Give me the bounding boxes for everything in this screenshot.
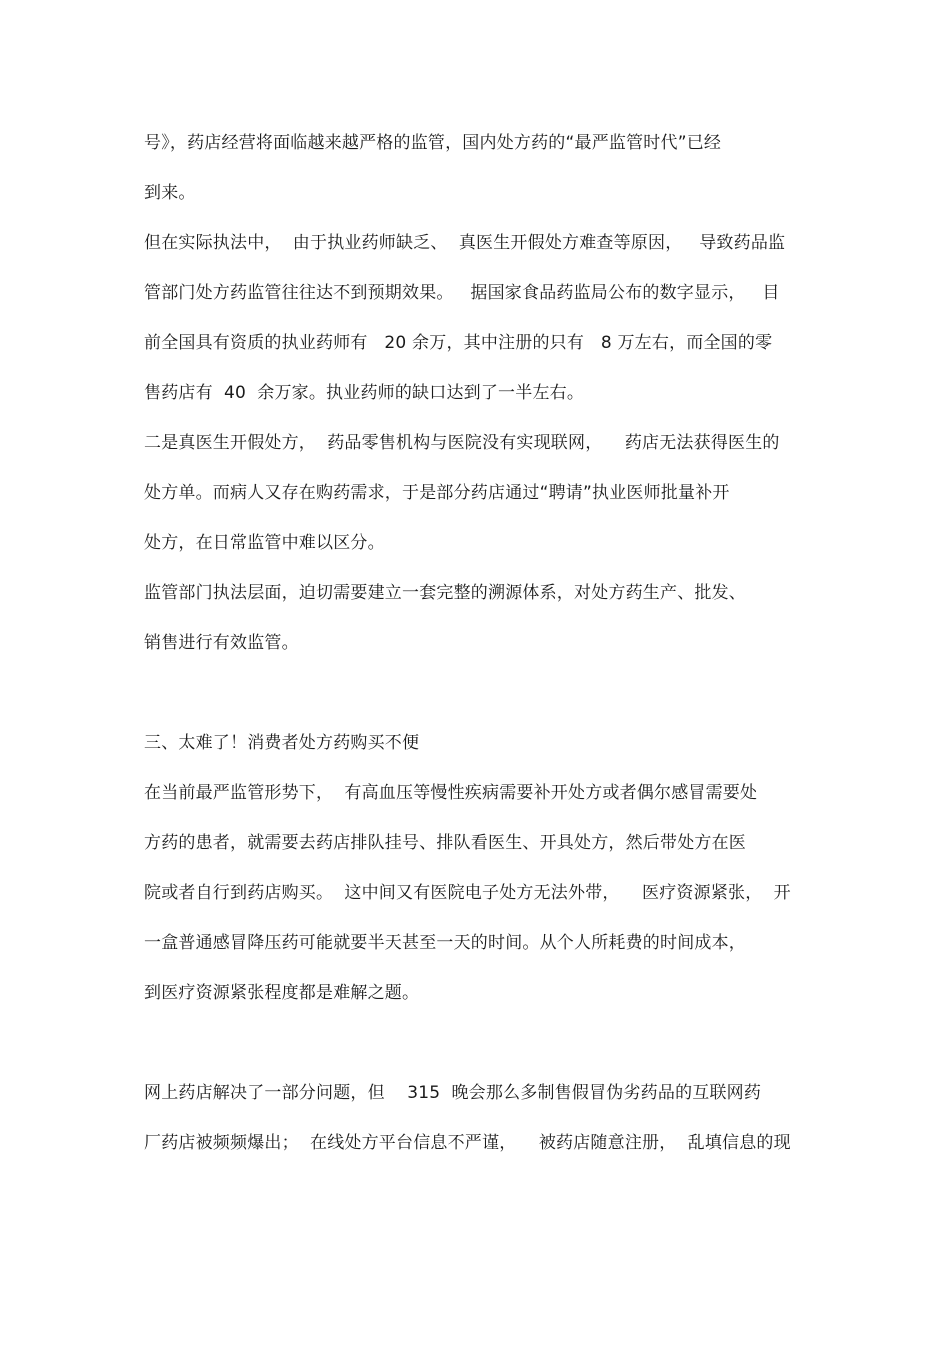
text-line: 方药的患者，就需要去药店排队挂号、排队看医生、开具处方，然后带处方在医	[144, 833, 746, 853]
text-line: 管部门处方药监管往往达不到预期效果。 据国家食品药监局公布的数字显示， 目	[144, 283, 780, 303]
text-line: 销售进行有效监管。	[144, 633, 299, 653]
text-line: 售药店有 40 余万家。执业药师的缺口达到了一半左右。	[144, 383, 585, 403]
text-line: 到来。	[144, 183, 196, 203]
section-heading: 三、太难了！消费者处方药购买不便	[144, 733, 420, 753]
text-line: 但在实际执法中， 由于执业药师缺乏、 真医生开假处方难查等原因， 导致药品监	[144, 233, 786, 253]
text-line: 在当前最严监管形势下， 有高血压等慢性疾病需要补开处方或者偶尔感冒需要处	[144, 783, 758, 803]
text-line: 号》，药店经营将面临越来越严格的监管，国内处方药的“最严监管时代”已经	[144, 133, 722, 153]
text-line: 到医疗资源紧张程度都是难解之题。	[144, 983, 420, 1003]
text-line: 前全国具有资质的执业药师有 20 余万，其中注册的只有 8 万左右，而全国的零	[144, 333, 773, 353]
text-line: 一盒普通感冒降压药可能就要半天甚至一天的时间。从个人所耗费的时间成本，	[144, 933, 746, 953]
text-line: 二是真医生开假处方， 药品零售机构与医院没有实现联网， 药店无法获得医生的	[144, 433, 780, 453]
text-line: 处方，在日常监管中难以区分。	[144, 533, 385, 553]
text-line: 处方单。而病人又存在购药需求，于是部分药店通过“聘请”执业医师批量补开	[144, 483, 730, 503]
text-line: 院或者自行到药店购买。 这中间又有医院电子处方无法外带， 医疗资源紧张， 开	[144, 883, 791, 903]
text-line: 网上药店解决了一部分问题，但 315 晚会那么多制售假冒伪劣药品的互联网药	[144, 1083, 762, 1103]
text-line: 监管部门执法层面，迫切需要建立一套完整的溯源体系，对处方药生产、批发、	[144, 583, 746, 603]
text-line: 厂药店被频频爆出； 在线处方平台信息不严谨， 被药店随意注册， 乱填信息的现	[144, 1133, 791, 1153]
